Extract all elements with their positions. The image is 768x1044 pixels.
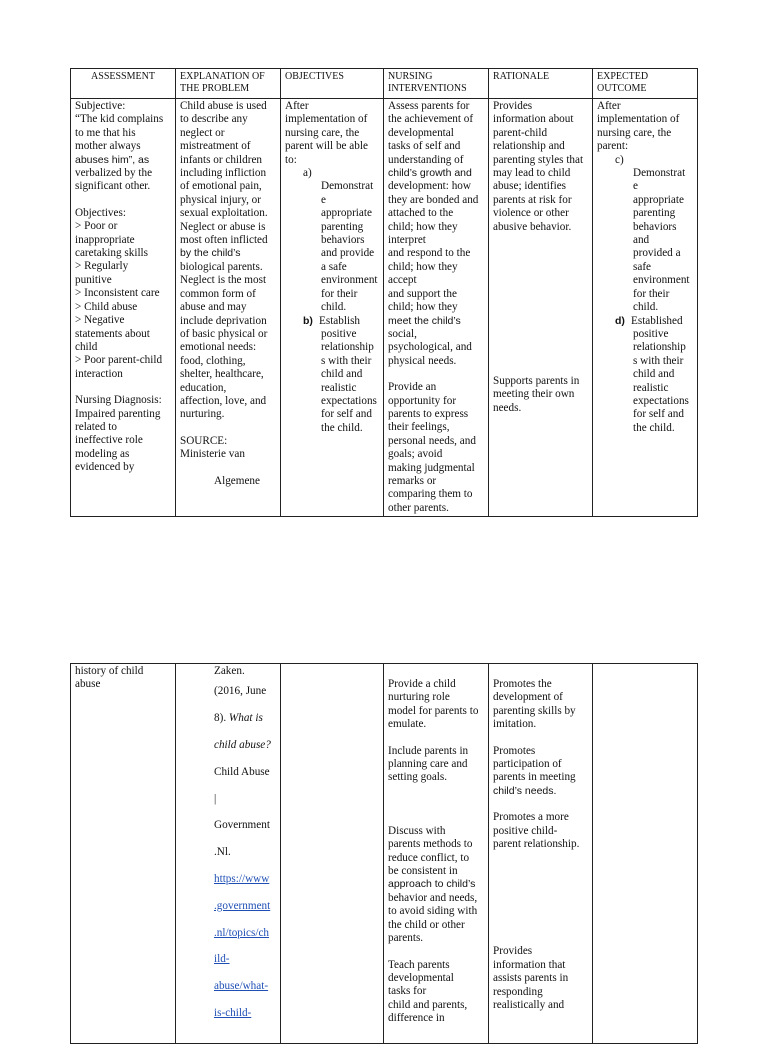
rationale-text: assists parents in — [493, 972, 569, 985]
objective-b-text: s with their — [321, 354, 372, 367]
header-objectives: OBJECTIVES — [281, 69, 384, 99]
outcome-text: After — [597, 100, 621, 112]
header-explanation: EXPLANATION OF THE PROBLEM — [176, 69, 281, 99]
outcome-d-line — [597, 315, 693, 328]
objectives-cell-continued — [281, 664, 384, 1044]
objectives-text: After — [285, 100, 309, 112]
intervention-text: Provide a child — [388, 678, 456, 690]
objective-cue: > Regularly — [75, 260, 129, 273]
diagnosis-text: ineffective role — [75, 434, 143, 447]
source-text: Zaken. — [214, 665, 245, 677]
subjective-text: verbalized by the — [75, 167, 153, 180]
objective-a-text: and provide — [321, 247, 375, 260]
rationale-text: Supports parents in — [493, 375, 580, 388]
rationale-text: participation of — [493, 758, 562, 771]
outcome-c-text: Demonstrat — [633, 167, 686, 180]
objectives-label: Objectives: — [75, 206, 126, 219]
intervention-text: behavior and needs, — [388, 891, 478, 904]
objective-cue: statements about — [75, 327, 150, 340]
intervention-text: emulate. — [388, 718, 427, 731]
objectives-cell — [281, 99, 384, 517]
intervention-text: physical needs. — [388, 354, 457, 367]
objective-b-text: relationship — [321, 341, 374, 354]
outcome-c-text: child. — [633, 301, 659, 314]
diagnosis-text: abuse — [75, 678, 101, 691]
explanation-text: education, — [180, 381, 227, 394]
rationale-text: meeting their own — [493, 388, 575, 401]
objective-cue: inappropriate — [75, 233, 135, 246]
intervention-text: the child or other — [388, 918, 465, 931]
intervention-text: child and parents, — [388, 998, 468, 1011]
subjective-text: “The kid complains — [75, 113, 164, 126]
explanation-text: mistreatment of — [180, 140, 251, 153]
rationale-text: needs. — [493, 401, 522, 414]
intervention-text: child; how they — [388, 220, 458, 233]
explanation-text: of basic physical or — [180, 327, 268, 340]
outcome-d-text: relationship — [633, 341, 686, 354]
source-date: 8). — [214, 712, 229, 725]
explanation-text: include deprivation — [180, 314, 267, 327]
intervention-text: social, — [388, 327, 417, 340]
intervention-text: comparing them to — [388, 488, 473, 501]
objective-cue: caretaking skills — [75, 247, 149, 260]
intervention-text: remarks or — [388, 474, 437, 487]
header-rationale: RATIONALE — [489, 69, 593, 99]
objective-cue: > Inconsistent care — [75, 287, 160, 300]
intervention-text: they are bonded and — [388, 193, 479, 206]
intervention-text: and support the — [388, 287, 457, 300]
source-link[interactable]: ild- — [214, 953, 230, 966]
intervention-text: attached to the — [388, 207, 454, 220]
objectives-text: parent will be able — [285, 140, 368, 153]
rationale-text: information that — [493, 958, 566, 971]
diagnosis-label: Nursing Diagnosis: — [75, 394, 162, 407]
rationale-text: imitation. — [493, 718, 537, 731]
source-text: Government — [214, 819, 270, 832]
subjective-text: significant other. — [75, 180, 151, 193]
objective-a-text: a safe — [321, 260, 347, 273]
intervention-text: the achievement of — [388, 113, 474, 126]
subjective-text: mother always — [75, 140, 141, 153]
objective-b-text: for self and — [321, 408, 372, 421]
intervention-text: reduce conflict, to — [388, 851, 470, 864]
intervention-text: planning care and — [388, 758, 468, 771]
source-text — [214, 705, 276, 732]
explanation-text: Child abuse is used — [180, 100, 267, 112]
explanation-text: sexual exploitation. — [180, 207, 268, 220]
outcome-c-text: safe — [633, 260, 652, 273]
source-text: (2016, June — [214, 685, 267, 698]
objective-b-text: realistic — [321, 381, 357, 394]
source-label: SOURCE: — [180, 434, 228, 447]
objective-a-text: behaviors — [321, 234, 365, 247]
rationale-text: Promotes the — [493, 678, 552, 690]
source-text: .Nl. — [214, 846, 231, 859]
intervention-text: child; how they — [388, 301, 458, 314]
intervention-text: opportunity for — [388, 394, 457, 407]
intervention-text: be consistent in — [388, 865, 458, 878]
source-link[interactable]: https://www — [214, 872, 270, 885]
rationale-text: positive child- — [493, 824, 558, 837]
source-link[interactable]: is-child- — [214, 1006, 252, 1019]
outcome-c-text: provided a — [633, 247, 681, 260]
objective-cue: > Negative — [75, 314, 125, 327]
intervention-text: tasks of self and — [388, 140, 461, 153]
outcome-c-text: e — [633, 180, 638, 193]
source-link[interactable]: .government — [214, 899, 271, 912]
objective-a-text: parenting — [321, 220, 364, 233]
explanation-text: of emotional pain, — [180, 180, 262, 193]
intervention-text: understanding of — [388, 153, 464, 166]
explanation-text: most often inflicted — [180, 234, 268, 247]
intervention-text: Provide an — [388, 381, 437, 394]
rationale-text: abuse; identifies — [493, 180, 567, 193]
rationale-text: information about — [493, 113, 574, 126]
objective-a-text: for their — [321, 287, 358, 300]
explanation-text: to describe any — [180, 113, 248, 126]
explanation-text: Neglect or abuse is — [180, 220, 266, 233]
interventions-cell — [384, 99, 489, 517]
objective-b-text: the child. — [321, 421, 363, 434]
diagnosis-text: history of child — [75, 665, 144, 677]
intervention-text: meet the child’s — [388, 314, 461, 327]
rationale-text: parents in meeting — [493, 771, 576, 784]
intervention-text: setting goals. — [388, 771, 448, 784]
outcome-c-marker: c) — [615, 153, 624, 166]
explanation-text: by the child’s — [180, 247, 241, 260]
objective-a-text: Demonstrat — [321, 180, 374, 193]
outcome-c-text: and — [633, 234, 650, 247]
outcome-c-text: for their — [633, 287, 670, 300]
header-assessment: ASSESSMENT — [71, 69, 176, 99]
rationale-text: parent relationship. — [493, 838, 580, 851]
explanation-text: biological parents. — [180, 260, 263, 273]
intervention-text: psychological, and — [388, 341, 472, 354]
subjective-text: abuses him”, as — [75, 153, 150, 166]
objective-b-text: Establish — [319, 314, 361, 327]
intervention-text: parents to express — [388, 407, 469, 420]
outcome-c-text: environment — [633, 274, 690, 287]
rationale-text: parenting styles that — [493, 153, 584, 166]
intervention-text: Teach parents — [388, 958, 450, 971]
intervention-text: Assess parents for — [388, 100, 470, 112]
intervention-text: goals; avoid — [388, 448, 443, 461]
diagnosis-text: modeling as — [75, 447, 130, 460]
outcome-d-text: realistic — [633, 381, 669, 394]
content-row — [71, 99, 698, 517]
intervention-text: tasks for — [388, 985, 427, 998]
objective-cue: interaction — [75, 367, 123, 380]
intervention-text: their feelings, — [388, 421, 450, 434]
intervention-text: child; how they — [388, 260, 458, 273]
source-link[interactable]: .nl/topics/ch — [214, 926, 269, 939]
intervention-text: to avoid siding with — [388, 905, 478, 918]
intervention-text: parents. — [388, 932, 424, 945]
objective-b-marker: b) — [303, 314, 313, 327]
explanation-cell-continued — [176, 664, 281, 1044]
outcome-c-text: parenting — [633, 207, 676, 220]
rationale-text: parents at risk for — [493, 193, 572, 206]
source-text: Child Abuse — [214, 765, 270, 778]
explanation-text: infants or children — [180, 153, 263, 166]
assessment-cell-continued — [71, 664, 176, 1044]
outcome-d-text: s with their — [633, 354, 684, 367]
rationale-text: parent-child — [493, 126, 548, 139]
objective-a-marker: a) — [303, 167, 312, 180]
rationale-text: relationship and — [493, 140, 565, 153]
intervention-text: other parents. — [388, 501, 449, 514]
explanation-text: physical injury, or — [180, 193, 261, 206]
explanation-text: Neglect is the most — [180, 274, 267, 287]
explanation-text: affection, love, and — [180, 394, 267, 407]
diagnosis-text: Impaired parenting — [75, 407, 161, 420]
subjective-text: to me that his — [75, 126, 136, 139]
rationale-text: development of — [493, 691, 563, 704]
outcome-cell — [593, 99, 698, 517]
objective-cue: > Poor or — [75, 220, 118, 233]
header-row — [71, 69, 698, 99]
diagnosis-text: related to — [75, 420, 117, 433]
objective-a-text: child. — [321, 301, 347, 314]
intervention-text: developmental — [388, 126, 454, 139]
rationale-text: parenting skills by — [493, 704, 576, 717]
objective-a-text: e — [321, 193, 326, 206]
intervention-text: making judgmental — [388, 461, 475, 474]
intervention-text: developmental — [388, 971, 454, 984]
intervention-text: interpret — [388, 234, 426, 247]
rationale-text: Promotes — [493, 744, 536, 757]
explanation-text: shelter, healthcare, — [180, 368, 264, 381]
outcome-d-text: positive — [633, 327, 669, 340]
source-link[interactable]: abuse/what- — [214, 980, 269, 993]
outcome-d-text: for self and — [633, 408, 684, 421]
outcome-text: parent: — [597, 140, 629, 153]
objective-cue: > Poor parent-child — [75, 354, 163, 367]
explanation-text: neglect or — [180, 126, 225, 139]
rationale-text: Provides — [493, 945, 533, 958]
source-text: Algemene — [214, 474, 260, 487]
intervention-text: difference in — [388, 1012, 445, 1025]
intervention-text: personal needs, and — [388, 434, 476, 447]
explanation-text: common form of — [180, 287, 256, 300]
objective-a-text: environment — [321, 274, 378, 287]
intervention-text: Discuss with — [388, 824, 446, 837]
intervention-text: approach to child’s — [388, 878, 476, 891]
continued-row — [71, 664, 698, 1044]
intervention-text: and respond to the — [388, 247, 471, 260]
objectives-text: nursing care, the — [285, 126, 360, 139]
intervention-text: child’s growth and — [388, 167, 472, 180]
intervention-text: model for parents to — [388, 704, 479, 717]
intervention-text: development: how — [388, 180, 471, 193]
intervention-text: Include parents in — [388, 744, 469, 757]
outcome-d-text: expectations — [633, 394, 689, 407]
outcome-d-text: child and — [633, 368, 675, 381]
outcome-d-text: the child. — [633, 421, 675, 434]
rationale-text: may lead to child — [493, 167, 571, 180]
explanation-text: emotional needs: — [180, 341, 257, 354]
intervention-text: parents methods to — [388, 838, 473, 851]
outcome-text: implementation of — [597, 113, 680, 126]
outcome-text: nursing care, the — [597, 126, 672, 139]
source-text: Ministerie van — [180, 448, 245, 461]
explanation-text: including infliction — [180, 167, 267, 180]
objective-cue: > Child abuse — [75, 300, 138, 313]
intervention-text: nurturing role — [388, 691, 450, 704]
explanation-cell — [176, 99, 281, 517]
rationale-text: child’s needs. — [493, 784, 557, 797]
rationale-text: Promotes a more — [493, 811, 569, 824]
outcome-c-text: behaviors — [633, 220, 677, 233]
rationale-text: violence or other — [493, 207, 569, 220]
objective-b-text: positive — [321, 327, 357, 340]
outcome-d-text: Established — [631, 314, 683, 327]
objectives-text: to: — [285, 153, 297, 166]
intervention-text: accept — [388, 274, 417, 287]
objectives-text: implementation of — [285, 113, 368, 126]
rationale-text: Provides — [493, 100, 533, 112]
rationale-text: realistically and — [493, 999, 565, 1012]
header-interventions: NURSING INTERVENTIONS — [384, 69, 489, 99]
outcome-d-marker: d) — [615, 314, 625, 327]
rationale-text: responding — [493, 985, 543, 998]
objective-b-line — [285, 315, 379, 328]
objective-b-text: expectations — [321, 394, 377, 407]
care-plan-table-continued — [70, 663, 698, 1044]
header-outcome: EXPECTED OUTCOME — [593, 69, 698, 99]
care-plan-table-top — [70, 68, 698, 517]
objective-b-text: child and — [321, 368, 363, 381]
outcome-cell-continued — [593, 664, 698, 1044]
objective-cue: child — [75, 340, 98, 353]
interventions-cell-continued — [384, 664, 489, 1044]
rationale-cell-continued — [489, 664, 593, 1044]
source-title: child abuse? — [214, 739, 271, 751]
objective-cue: punitive — [75, 273, 112, 286]
rationale-text: abusive behavior. — [493, 220, 572, 233]
explanation-text: abuse and may — [180, 301, 247, 314]
explanation-text: nurturing. — [180, 408, 225, 421]
explanation-text: food, clothing, — [180, 354, 246, 367]
source-title: What is — [228, 712, 263, 725]
rationale-cell — [489, 99, 593, 517]
subjective-label: Subjective: — [75, 100, 126, 112]
diagnosis-text: evidenced by — [75, 461, 135, 474]
source-text: | — [214, 792, 217, 805]
objective-a-text: appropriate — [321, 207, 372, 220]
outcome-c-text: appropriate — [633, 193, 684, 206]
assessment-cell — [71, 99, 176, 517]
